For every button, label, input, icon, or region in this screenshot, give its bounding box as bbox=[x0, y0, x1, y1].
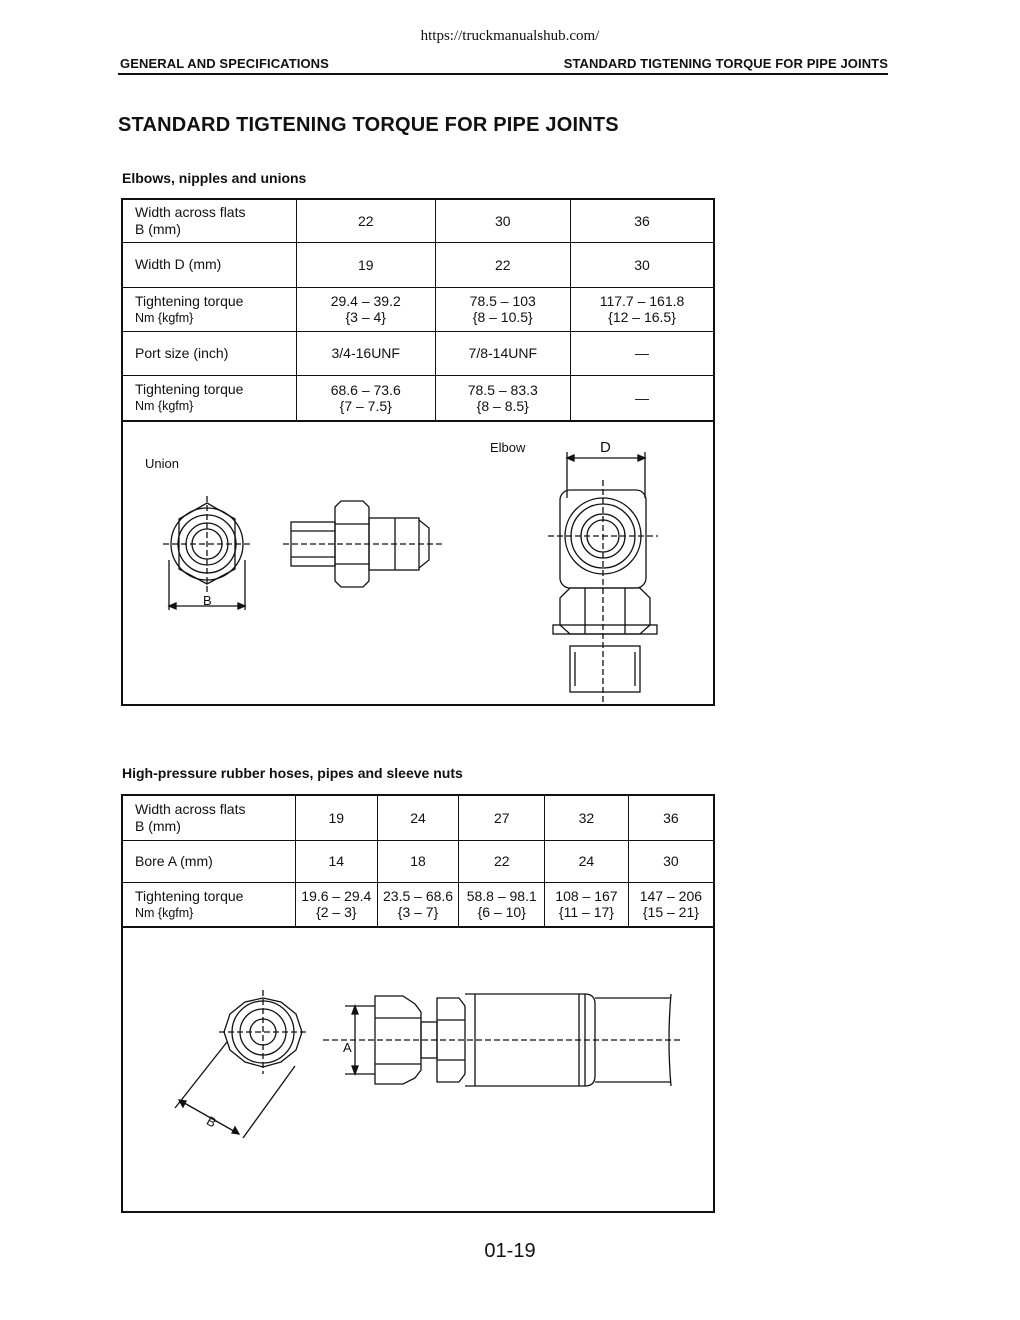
row-label: Bore A (mm) bbox=[122, 840, 295, 882]
table-row bbox=[122, 840, 714, 882]
table-cell: 22 bbox=[435, 242, 571, 287]
table-cell: 19 bbox=[295, 795, 377, 840]
elbow-union-table bbox=[121, 198, 715, 422]
elbow-dim-d: D bbox=[600, 439, 611, 456]
table-cell: 108 – 167 {11 – 17} bbox=[545, 882, 629, 927]
elbow-body bbox=[548, 480, 658, 702]
page-number: 01-19 bbox=[484, 1240, 536, 1262]
hose-pipe-figure bbox=[121, 926, 715, 1213]
table-cell: — bbox=[571, 375, 714, 421]
table-row bbox=[122, 331, 714, 375]
hose-dim-a: A bbox=[343, 1040, 352, 1055]
row-label: Width across flats B (mm) bbox=[122, 795, 295, 840]
table-cell: 36 bbox=[628, 795, 714, 840]
table-cell: — bbox=[571, 331, 714, 375]
table-cell: 22 bbox=[459, 840, 545, 882]
table-cell: 19 bbox=[296, 242, 435, 287]
table-row bbox=[122, 199, 714, 242]
table-cell: 3/4-16UNF bbox=[296, 331, 435, 375]
row-label: Port size (inch) bbox=[122, 331, 296, 375]
union-dim-b: B bbox=[203, 593, 212, 608]
union-side-view bbox=[283, 501, 443, 587]
row-label: Tightening torque Nm {kgfm} bbox=[122, 287, 296, 331]
row-label: Width across flats B (mm) bbox=[122, 199, 296, 242]
table-cell: 7/8-14UNF bbox=[435, 331, 571, 375]
table-cell: 14 bbox=[295, 840, 377, 882]
table-cell: 24 bbox=[545, 840, 629, 882]
table-cell: 19.6 – 29.4 {2 – 3} bbox=[295, 882, 377, 927]
header-page-topic: STANDARD TIGTENING TORQUE FOR PIPE JOINTS bbox=[563, 56, 888, 71]
table-cell: 32 bbox=[545, 795, 629, 840]
table-row bbox=[122, 242, 714, 287]
row-label: Tightening torque Nm {kgfm} bbox=[122, 882, 295, 927]
hose-pipe-table bbox=[121, 794, 715, 928]
table-cell: 27 bbox=[459, 795, 545, 840]
elbow-union-figure bbox=[121, 420, 715, 706]
elbow-hex-nut bbox=[560, 588, 650, 634]
table-cell: 22 bbox=[296, 199, 435, 242]
elbow-label: Elbow bbox=[490, 440, 526, 455]
table-cell: 58.8 – 98.1 {6 – 10} bbox=[459, 882, 545, 927]
table-cell: 18 bbox=[377, 840, 459, 882]
section2-heading: High-pressure rubber hoses, pipes and sleeve nuts bbox=[122, 765, 463, 781]
sleeve-nut-side-view bbox=[323, 994, 683, 1086]
sleeve-nut-front-view bbox=[175, 990, 307, 1138]
table-row bbox=[122, 795, 714, 840]
table-cell: 30 bbox=[628, 840, 714, 882]
table-cell: 147 – 206 {15 – 21} bbox=[628, 882, 714, 927]
fittings-drawing bbox=[123, 420, 713, 704]
union-label: Union bbox=[145, 456, 179, 471]
hose-dim-b: B bbox=[204, 1113, 220, 1131]
sleeve-nut-drawing bbox=[123, 926, 713, 1211]
table-cell: 30 bbox=[571, 242, 714, 287]
table-row bbox=[122, 287, 714, 331]
row-label: Width D (mm) bbox=[122, 242, 296, 287]
table-cell: 68.6 – 73.6 {7 – 7.5} bbox=[296, 375, 435, 421]
table-cell: 23.5 – 68.6 {3 – 7} bbox=[377, 882, 459, 927]
page-title: STANDARD TIGTENING TORQUE FOR PIPE JOINTS bbox=[118, 114, 619, 136]
header-rule bbox=[118, 73, 888, 75]
source-url[interactable]: https://truckmanualshub.com/ bbox=[420, 28, 600, 44]
table-cell: 78.5 – 103 {8 – 10.5} bbox=[435, 287, 571, 331]
table-cell: 36 bbox=[571, 199, 714, 242]
table-row bbox=[122, 375, 714, 421]
table-cell: 30 bbox=[435, 199, 571, 242]
table-cell: 24 bbox=[377, 795, 459, 840]
row-label: Tightening torque Nm {kgfm} bbox=[122, 375, 296, 421]
table-cell: 29.4 – 39.2 {3 – 4} bbox=[296, 287, 435, 331]
table-cell: 117.7 – 161.8 {12 – 16.5} bbox=[571, 287, 714, 331]
table-cell: 78.5 – 83.3 {8 – 8.5} bbox=[435, 375, 571, 421]
header-section-name: GENERAL AND SPECIFICATIONS bbox=[120, 56, 329, 71]
section1-heading: Elbows, nipples and unions bbox=[122, 170, 307, 186]
table-row bbox=[122, 882, 714, 927]
